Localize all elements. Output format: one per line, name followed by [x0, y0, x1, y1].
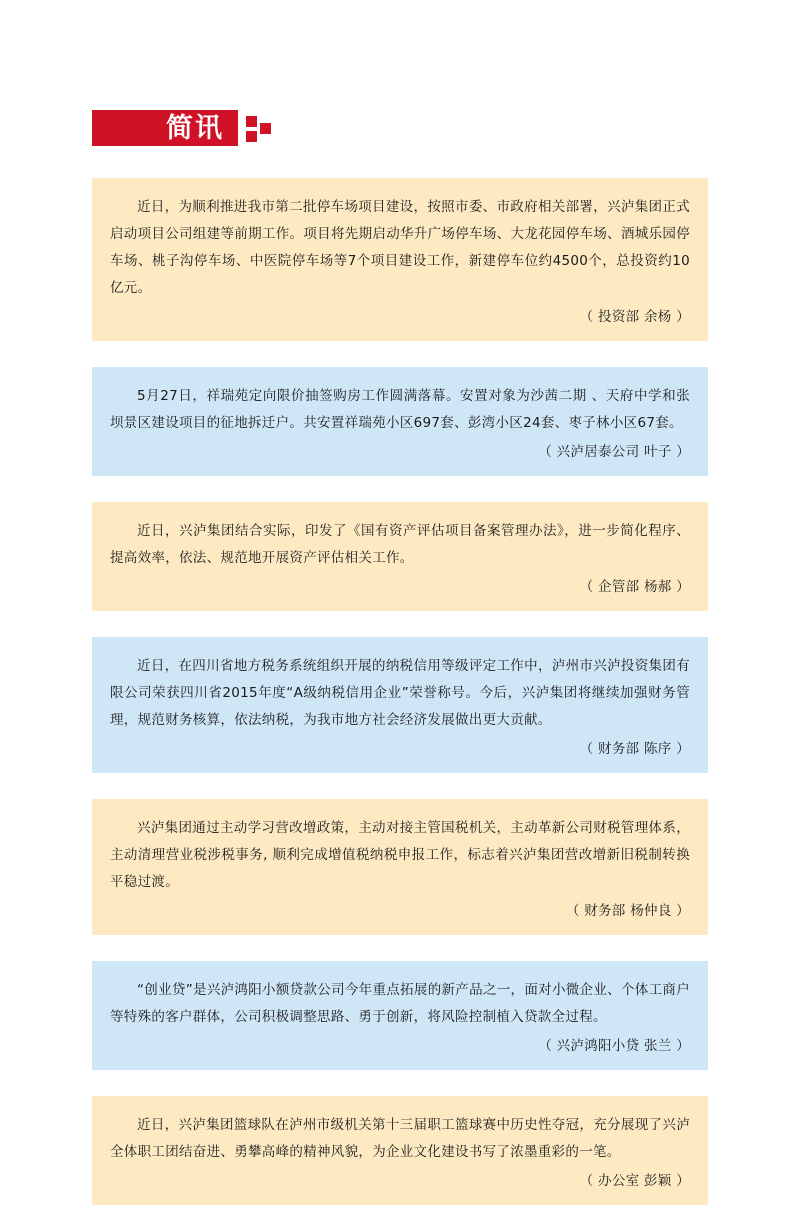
header-red-bar: [92, 110, 152, 146]
news-item-source: （ 兴泸居泰公司 叶子 ）: [538, 444, 690, 460]
news-item-source: （ 财务部 杨仲良 ）: [565, 903, 690, 919]
news-item-body: 5月27日，祥瑞苑定向限价抽签购房工作圆满落幕。安置对象为沙茜二期 、天府中学和张坝景区建设项目的征地拆迁户。共安置祥瑞苑小区697套、彭湾小区24套、枣子林小区67套。: [110, 388, 690, 431]
news-item-body: “创业贷”是兴泸鸿阳小额贷款公司今年重点拓展的新产品之一，面对小微企业、个体工商户等特殊的客户群体，公司积极调整思路、勇于创新，将风险控制植入贷款全过程。: [110, 982, 690, 1025]
news-item-body: 近日，在四川省地方税务系统组织开展的纳税信用等级评定工作中，泸州市兴泸投资集团有限公司荣获四川省2015年度“A级纳税信用企业”荣誉称号。今后，兴泸集团将继续加强财务管理，规范财务核算，依法纳税，为我市地方社会经济发展做出更大贡献。: [110, 658, 690, 728]
news-item: [92, 637, 708, 773]
news-item: [92, 367, 708, 476]
news-item-source: （ 投资部 余杨 ）: [579, 309, 690, 325]
news-item: [92, 178, 708, 341]
header-square-icon: [260, 123, 271, 134]
news-item: [92, 799, 708, 935]
news-item-body: 近日，为顺利推进我市第二批停车场项目建设，按照市委、市政府相关部署，兴泸集团正式启动项目公司组建等前期工作。项目将先期启动华升广场停车场、大龙花园停车场、酒城乐园停车场、桃子沟停车场、中医院停车场等7个项目建设工作，新建停车位约4500个，总投资约10亿元。: [110, 199, 690, 296]
page-title: 简讯: [166, 112, 224, 144]
header-square-icon: [246, 131, 257, 142]
header-square-icon: [246, 116, 257, 127]
news-item-list: [92, 178, 708, 1231]
news-item-source: （ 财务部 陈序 ）: [579, 741, 690, 757]
news-item-source: （ 兴泸鸿阳小贷 张兰 ）: [538, 1038, 690, 1054]
news-item-source: （ 企管部 杨郝 ）: [579, 579, 690, 595]
news-item-source: （ 办公室 彭颖 ）: [579, 1173, 690, 1189]
news-item-body: 兴泸集团通过主动学习营改增政策，主动对接主管国税机关，主动革新公司财税管理体系，主动清理营业税涉税事务, 顺利完成增值税纳税申报工作，标志着兴泸集团营改增新旧税制转换平稳过渡。: [110, 820, 690, 890]
header-title-box: [152, 110, 238, 146]
news-item-body: 近日，兴泸集团结合实际，印发了《国有资产评估项目备案管理办法》，进一步简化程序、提高效率，依法、规范地开展资产评估相关工作。: [110, 523, 690, 566]
news-item-body: 近日，兴泸集团篮球队在泸州市级机关第十三届职工篮球赛中历史性夺冠，充分展现了兴泸全体职工团结奋进、勇攀高峰的精神风貌，为企业文化建设书写了浓墨重彩的一笔。: [110, 1117, 690, 1160]
news-item: [92, 1096, 708, 1205]
news-item: [92, 502, 708, 611]
page-header: [92, 104, 712, 156]
news-item: [92, 961, 708, 1070]
